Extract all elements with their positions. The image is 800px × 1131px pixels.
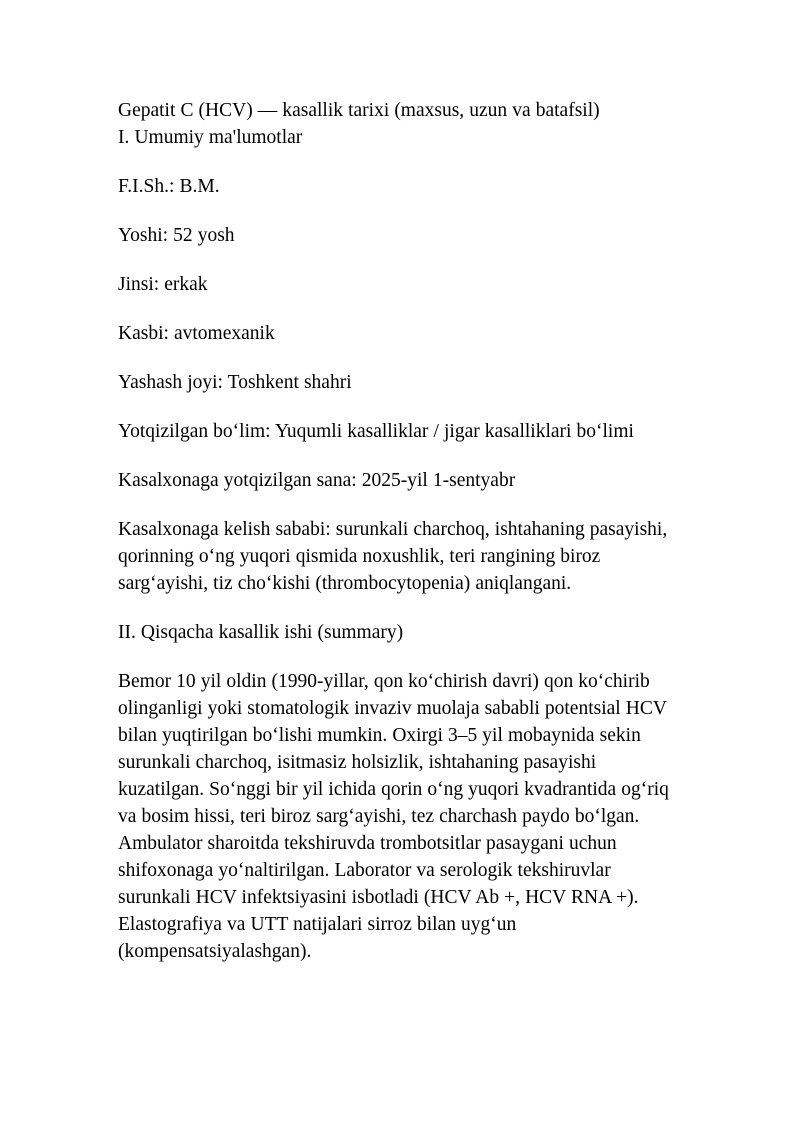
document-body bbox=[118, 97, 670, 965]
document-title: Gepatit C (HCV) — kasallik tarixi (maxsus, uzun va batafsil) bbox=[118, 100, 600, 121]
field-admission-reason: Kasalxonaga kelish sababi: surunkali charchoq, ishtahaning pasayishi, qorinning oʻng yuqori qismida noxushlik, teri rangining biroz sargʻayishi, tiz choʻkishi (thrombocytopenia) aniqlangani. bbox=[118, 519, 668, 594]
section-1-heading: I. Umumiy ma'lumotlar bbox=[118, 127, 303, 148]
field-patient-name: F.I.Sh.: B.M. bbox=[118, 176, 220, 197]
field-admission-date: Kasalxonaga yotqizilgan sana: 2025-yil 1-sentyabr bbox=[118, 470, 516, 491]
field-residence: Yashash joyi: Toshkent shahri bbox=[118, 372, 352, 393]
field-admitting-department: Yotqizilgan boʻlim: Yuqumli kasalliklar / jigar kasalliklari boʻlimi bbox=[118, 421, 634, 442]
document-title-block bbox=[118, 97, 670, 151]
section-2-heading: II. Qisqacha kasallik ishi (summary) bbox=[118, 622, 404, 643]
field-gender: Jinsi: erkak bbox=[118, 274, 208, 295]
field-occupation: Kasbi: avtomexanik bbox=[118, 323, 275, 344]
field-age: Yoshi: 52 yosh bbox=[118, 225, 235, 246]
section-2-body: Bemor 10 yil oldin (1990-yillar, qon koʻchirish davri) qon koʻchirib olinganligi yoki stomatologik invaziv muolaja sababli potentsial HCV bilan yuqtirilgan boʻlishi mumkin. Oxirgi 3–5 yil mobaynida sekin surunkali charchoq, isitmasiz holsizlik, ishtahaning pasayishi kuzatilgan. Soʻnggi bir yil ichida qorin oʻng yuqori kvadrantida ogʻriq va bosim hissi, teri biroz sargʻayishi, tez charchash paydo boʻlgan. Ambulator sharoitda tekshiruvda trombotsitlar pasaygani uchun shifoxonaga yoʻnaltirilgan. Laborator va serologik tekshiruvlar surunkali HCV infektsiyasini isbotladi (HCV Ab +, HCV RNA +). Elastografiya va UTT natijalari sirroz bilan uygʻun (kompensatsiyalashgan). bbox=[118, 671, 669, 962]
